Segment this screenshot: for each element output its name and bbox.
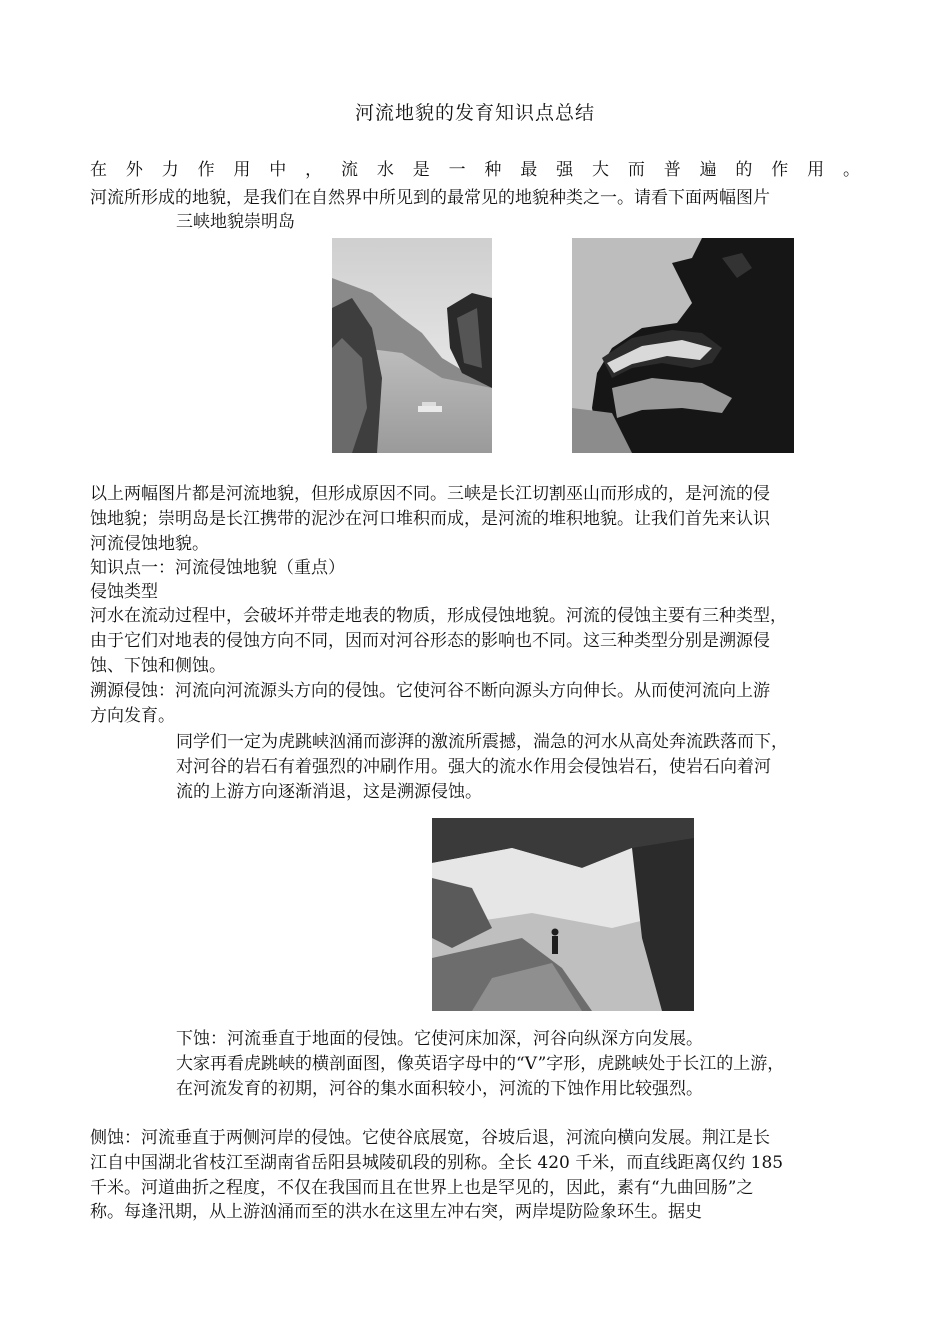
lateral-line-1: 侧蚀：河流垂直于两侧河岸的侵蚀。它使谷底展宽，谷坡后退，河流向横向发展。荆江是长 bbox=[90, 1128, 770, 1148]
document-title: 河流地貌的发育知识点总结 bbox=[354, 102, 595, 124]
lateral-line-3: 千米。河道曲折之程度，不仅在我国而且在世界上也是罕见的，因此，素有“九曲回肠”之 bbox=[90, 1178, 754, 1198]
chongming-island-photo bbox=[572, 238, 794, 453]
tiger-line-1: 同学们一定为虎跳峡汹涌而澎湃的激流所震撼，湍急的河水从高处奔流跌落而下， bbox=[176, 732, 788, 752]
intro-line-2: 河流所形成的地貌，是我们在自然界中所见到的最常见的地貌种类之一。请看下面两幅图片 bbox=[90, 188, 770, 208]
tiger-line-2: 对河谷的岩石有着强烈的冲刷作用。强大的流水作用会侵蚀岩石，使岩石向着河 bbox=[176, 757, 771, 777]
knowledge-point-1: 知识点一：河流侵蚀地貌（重点） bbox=[90, 558, 345, 578]
para1-line-2: 蚀地貌；崇明岛是长江携带的泥沙在河口堆积而成，是河流的堆积地貌。让我们首先来认识 bbox=[90, 509, 770, 529]
downcut-line-1: 下蚀：河流垂直于地面的侵蚀。它使河床加深，河谷向纵深方向发展。 bbox=[176, 1029, 703, 1049]
para2-line-3: 蚀、下蚀和侧蚀。 bbox=[90, 656, 226, 676]
downcut-line-3: 在河流发育的初期，河谷的集水面积较小，河流的下蚀作用比较强烈。 bbox=[176, 1079, 703, 1099]
lateral-line-2: 江自中国湖北省枝江至湖南省岳阳县城陵矶段的别称。全长 420 千米，而直线距离仅约 185 bbox=[90, 1153, 784, 1173]
lateral-line-4: 称。每逢汛期，从上游汹涌而至的洪水在这里左冲右突，两岸堤防险象环生。据史 bbox=[90, 1202, 702, 1222]
tiger-leaping-gorge-photo bbox=[432, 818, 694, 1011]
para2-line-1: 河水在流动过程中，会破坏并带走地表的物质，形成侵蚀地貌。河流的侵蚀主要有三种类型， bbox=[90, 606, 787, 626]
headward-line-2: 方向发育。 bbox=[90, 706, 175, 726]
para1-line-3: 河流侵蚀地貌。 bbox=[90, 534, 209, 554]
intro-line-1: 在外力作用中，流水是一种最强大而普遍的作用。 bbox=[90, 160, 860, 180]
tiger-line-3: 流的上游方向逐渐消退，这是溯源侵蚀。 bbox=[176, 782, 482, 802]
headward-line-1: 溯源侵蚀：河流向河流源头方向的侵蚀。它使河谷不断向源头方向伸长。从而使河流向上游 bbox=[90, 681, 770, 701]
three-gorges-photo bbox=[332, 238, 492, 453]
photo-caption: 三峡地貌崇明岛 bbox=[176, 212, 295, 232]
para2-line-2: 由于它们对地表的侵蚀方向不同，因而对河谷形态的影响也不同。这三种类型分别是溯源侵 bbox=[90, 631, 770, 651]
downcut-line-2: 大家再看虎跳峡的横剖面图，像英语字母中的“V”字形，虎跳峡处于长江的上游， bbox=[176, 1054, 785, 1074]
para1-line-1: 以上两幅图片都是河流地貌，但形成原因不同。三峡是长江切割巫山而形成的，是河流的侵 bbox=[90, 484, 770, 504]
erosion-types-heading: 侵蚀类型 bbox=[90, 582, 158, 602]
